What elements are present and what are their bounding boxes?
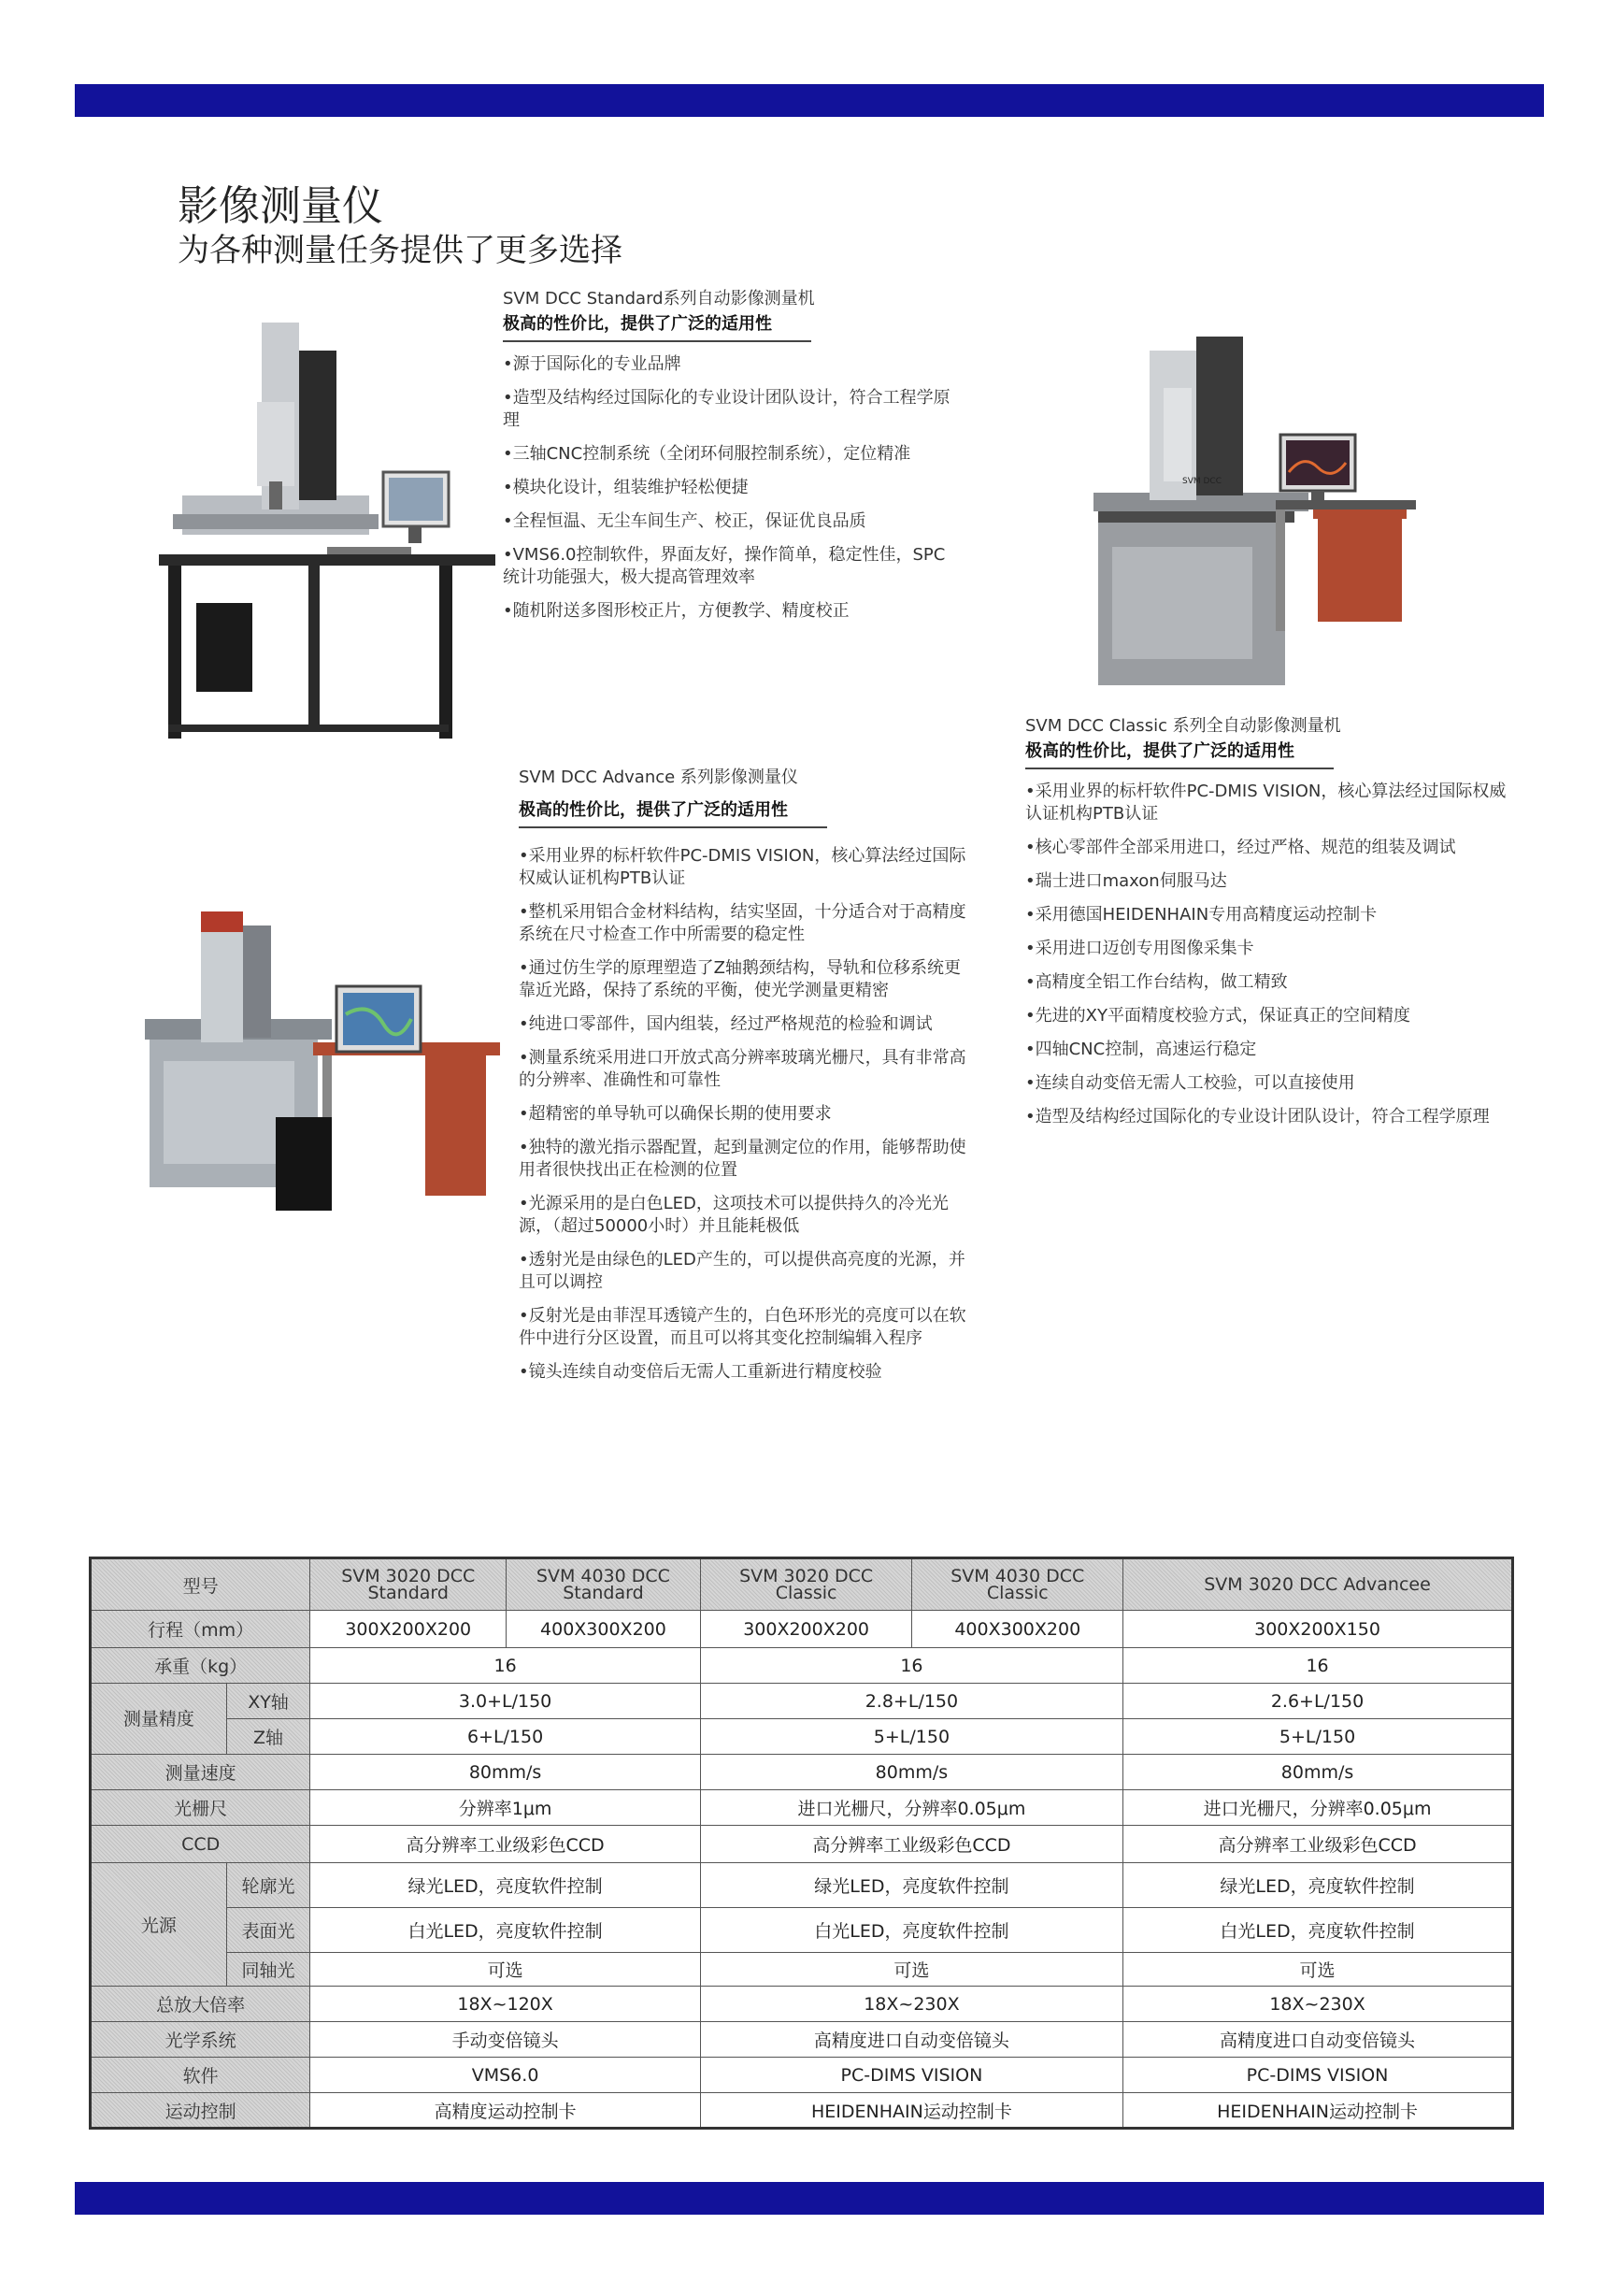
table-cell: 80mm/s — [1123, 1755, 1513, 1790]
standard-feature-list — [503, 353, 951, 623]
table-cell: 手动变倍镜头 — [310, 2022, 700, 2058]
list-item: •先进的XY平面精度校验方式，保证真正的空间精度 — [1025, 1006, 1410, 1026]
list-item: •四轴CNC控制，高速运行稳定 — [1025, 1040, 1257, 1059]
table-cell: 进口光栅尺，分辨率0.05μm — [700, 1790, 1122, 1826]
model-cell — [1123, 1558, 1513, 1611]
standard-description — [503, 288, 951, 634]
table-cell: 80mm/s — [310, 1755, 700, 1790]
advance-description — [519, 767, 967, 1395]
list-item: •反射光是由菲涅耳透镜产生的，白色环形光的亮度可以在软件中进行分区设置，而且可以将其变化控制编辑入程序 — [519, 1306, 966, 1348]
list-item: •造型及结构经过国际化的专业设计团队设计，符合工程学原理 — [503, 388, 950, 430]
list-item: •采用业界的标杆软件PC-DMIS VISION，核心算法经过国际权威认证机构PTB认证 — [1025, 782, 1507, 824]
top-band — [75, 84, 1544, 117]
model-name: SVM 4030 DCC — [536, 1566, 670, 1586]
travel-label: 行程（mm） — [91, 1611, 310, 1648]
table-cell: 16 — [1123, 1648, 1513, 1684]
table-cell: 高分辨率工业级彩色CCD — [310, 1826, 700, 1863]
table-cell: 高分辨率工业级彩色CCD — [1123, 1826, 1513, 1863]
table-cell: 2.6+L/150 — [1123, 1684, 1513, 1719]
advance-heading: SVM DCC Advance 系列影像测量仪 — [519, 768, 798, 787]
table-cell: 绿光LED，亮度软件控制 — [310, 1863, 700, 1908]
list-item: •采用业界的标杆软件PC-DMIS VISION，核心算法经过国际权威认证机构PTB认证 — [519, 846, 966, 888]
table-row — [91, 1648, 1513, 1684]
list-item: •造型及结构经过国际化的专业设计团队设计，符合工程学原理 — [1025, 1107, 1490, 1126]
z-label: Z轴 — [226, 1719, 310, 1755]
scale-label: 光栅尺 — [91, 1790, 310, 1826]
model-cell — [507, 1558, 701, 1611]
model-variant: Classic — [986, 1583, 1049, 1603]
motion-control-label: 运动控制 — [91, 2093, 310, 2129]
table-cell: HEIDENHAIN运动控制卡 — [700, 2093, 1122, 2129]
list-item: •源于国际化的专业品牌 — [503, 354, 681, 374]
model-variant: Standard — [367, 1583, 449, 1603]
list-item: •全程恒温、无尘车间生产、校正，保证优良品质 — [503, 511, 866, 531]
table-cell: 高精度进口自动变倍镜头 — [700, 2022, 1122, 2058]
table-row — [91, 1953, 1513, 1987]
table-row — [91, 1987, 1513, 2022]
table-cell: 5+L/150 — [1123, 1719, 1513, 1755]
table-cell: 高精度运动控制卡 — [310, 2093, 700, 2129]
table-cell: 18X~230X — [1123, 1987, 1513, 2022]
table-cell: 绿光LED，亮度软件控制 — [700, 1863, 1122, 1908]
standard-heading: SVM DCC Standard系列自动影像测量机 — [503, 289, 815, 309]
classic-machine-image — [1089, 332, 1435, 696]
table-row — [91, 1826, 1513, 1863]
ccd-label: CCD — [91, 1826, 310, 1863]
table-row — [91, 1755, 1513, 1790]
table-cell: 3.0+L/150 — [310, 1684, 700, 1719]
list-item: •三轴CNC控制系统（全闭环伺服控制系统），定位精准 — [503, 444, 911, 464]
spec-table — [89, 1557, 1514, 2130]
model-cell — [912, 1558, 1123, 1611]
list-item: •采用进口迈创专用图像采集卡 — [1025, 939, 1254, 958]
table-cell: 300X200X150 — [1123, 1611, 1513, 1648]
table-row — [91, 1719, 1513, 1755]
table-cell: 高分辨率工业级彩色CCD — [700, 1826, 1122, 1863]
table-row — [91, 1684, 1513, 1719]
list-item: •光源采用的是白色LED，这项技术可以提供持久的冷光光源，（超过50000小时）并且能耗极低 — [519, 1194, 949, 1236]
xy-label: XY轴 — [226, 1684, 310, 1719]
list-item: •镜头连续自动变倍后无需人工重新进行精度校验 — [519, 1362, 882, 1382]
table-cell: 分辨率1μm — [310, 1790, 700, 1826]
standard-tagline: 极高的性价比，提供了广泛的适用性 — [503, 314, 772, 334]
light-source-label: 光源 — [91, 1863, 227, 1987]
model-name: SVM 3020 DCC — [341, 1566, 476, 1586]
bottom-band — [75, 2182, 1544, 2215]
table-cell: 可选 — [700, 1953, 1122, 1987]
table-cell: 高精度进口自动变倍镜头 — [1123, 2022, 1513, 2058]
list-item: •整机采用铝合金材料结构，结实坚固，十分适合对于高精度系统在尺寸检查工作中所需要的稳定性 — [519, 902, 966, 944]
table-cell: 可选 — [1123, 1953, 1513, 1987]
advance-divider — [519, 826, 827, 828]
table-cell: 18X~120X — [310, 1987, 700, 2022]
table-row — [91, 1790, 1513, 1826]
list-item: •核心零部件全部采用进口，经过严格、规范的组装及调试 — [1025, 838, 1456, 857]
advance-tagline: 极高的性价比，提供了广泛的适用性 — [519, 800, 788, 820]
model-cell — [310, 1558, 507, 1611]
table-cell: 6+L/150 — [310, 1719, 700, 1755]
table-cell: PC-DIMS VISION — [1123, 2058, 1513, 2093]
table-cell: HEIDENHAIN运动控制卡 — [1123, 2093, 1513, 2129]
list-item: •透射光是由绿色的LED产生的，可以提供高亮度的光源，并且可以调控 — [519, 1250, 965, 1292]
advance-machine-image — [145, 902, 500, 1220]
table-row — [91, 2058, 1513, 2093]
surface-label: 表面光 — [226, 1908, 310, 1953]
list-item: •VMS6.0控制软件，界面友好，操作简单，稳定性佳，SPC统计功能强大，极大提高管理效率 — [503, 545, 946, 587]
accuracy-label: 测量精度 — [91, 1684, 227, 1755]
classic-heading: SVM DCC Classic 系列全自动影像测量机 — [1025, 716, 1341, 736]
table-row — [91, 1558, 1513, 1611]
list-item: •超精密的单导轨可以确保长期的使用要求 — [519, 1104, 832, 1124]
software-label: 软件 — [91, 2058, 310, 2093]
table-cell: 400X300X200 — [912, 1611, 1123, 1648]
list-item: •通过仿生学的原理塑造了Z轴鹅颈结构，导轨和位移系统更靠近光路，保持了系统的平衡，使光学测量更精密 — [519, 958, 961, 1000]
model-label: 型号 — [91, 1558, 310, 1611]
table-cell: 400X300X200 — [507, 1611, 701, 1648]
table-cell: 300X200X200 — [310, 1611, 507, 1648]
list-item: •测量系统采用进口开放式高分辨率玻璃光栅尺，具有非常高的分辨率、准确性和可靠性 — [519, 1048, 966, 1090]
classic-feature-list — [1025, 781, 1516, 1128]
list-item: •独特的激光指示器配置，起到量测定位的作用，能够帮助使用者很快找出正在检测的位置 — [519, 1138, 966, 1180]
classic-divider — [1025, 768, 1334, 769]
table-row — [91, 1611, 1513, 1648]
table-cell: 白光LED，亮度软件控制 — [700, 1908, 1122, 1953]
table-cell: 16 — [310, 1648, 700, 1684]
model-variant: Classic — [775, 1583, 837, 1603]
contour-label: 轮廓光 — [226, 1863, 310, 1908]
model-name: SVM 4030 DCC — [950, 1566, 1085, 1586]
list-item: •纯进口零部件，国内组装，经过严格规范的检验和调试 — [519, 1014, 933, 1034]
table-row — [91, 1908, 1513, 1953]
table-cell: 白光LED，亮度软件控制 — [1123, 1908, 1513, 1953]
model-name: SVM 3020 DCC Advancee — [1204, 1574, 1431, 1595]
machine-screen-label: SVM DCC — [1182, 477, 1222, 486]
table-row — [91, 2022, 1513, 2058]
page-subtitle: 为各种测量任务提供了更多选择 — [178, 232, 622, 269]
table-cell: 白光LED，亮度软件控制 — [310, 1908, 700, 1953]
standard-divider — [503, 340, 811, 342]
table-row — [91, 2093, 1513, 2129]
table-cell: 5+L/150 — [700, 1719, 1122, 1755]
classic-description — [1025, 715, 1516, 1140]
table-cell: 80mm/s — [700, 1755, 1122, 1790]
list-item: •采用德国HEIDENHAIN专用高精度运动控制卡 — [1025, 905, 1378, 925]
model-variant: Standard — [563, 1583, 644, 1603]
list-item: •瑞士进口maxon伺服马达 — [1025, 871, 1227, 891]
classic-tagline: 极高的性价比，提供了广泛的适用性 — [1025, 741, 1294, 761]
optics-label: 光学系统 — [91, 2022, 310, 2058]
table-cell: 18X~230X — [700, 1987, 1122, 2022]
list-item: •高精度全铝工作台结构，做工精致 — [1025, 972, 1288, 992]
speed-label: 测量速度 — [91, 1755, 310, 1790]
table-cell: PC-DIMS VISION — [700, 2058, 1122, 2093]
table-cell: 2.8+L/150 — [700, 1684, 1122, 1719]
page-title: 影像测量仪 — [178, 182, 383, 230]
load-label: 承重（kg） — [91, 1648, 310, 1684]
table-cell: 16 — [700, 1648, 1122, 1684]
advance-feature-list — [519, 845, 967, 1384]
model-cell — [700, 1558, 912, 1611]
magnification-label: 总放大倍率 — [91, 1987, 310, 2022]
list-item: •模块化设计，组装维护轻松便捷 — [503, 478, 749, 497]
table-cell: 300X200X200 — [700, 1611, 912, 1648]
table-cell: 进口光栅尺，分辨率0.05μm — [1123, 1790, 1513, 1826]
model-name: SVM 3020 DCC — [739, 1566, 874, 1586]
coaxial-label: 同轴光 — [226, 1953, 310, 1987]
list-item: •随机附送多图形校正片，方便教学、精度校正 — [503, 601, 850, 621]
table-cell: 绿光LED，亮度软件控制 — [1123, 1863, 1513, 1908]
list-item: •连续自动变倍无需人工校验，可以直接使用 — [1025, 1073, 1355, 1093]
table-cell: VMS6.0 — [310, 2058, 700, 2093]
standard-machine-image — [159, 313, 495, 743]
table-cell: 可选 — [310, 1953, 700, 1987]
table-row — [91, 1863, 1513, 1908]
